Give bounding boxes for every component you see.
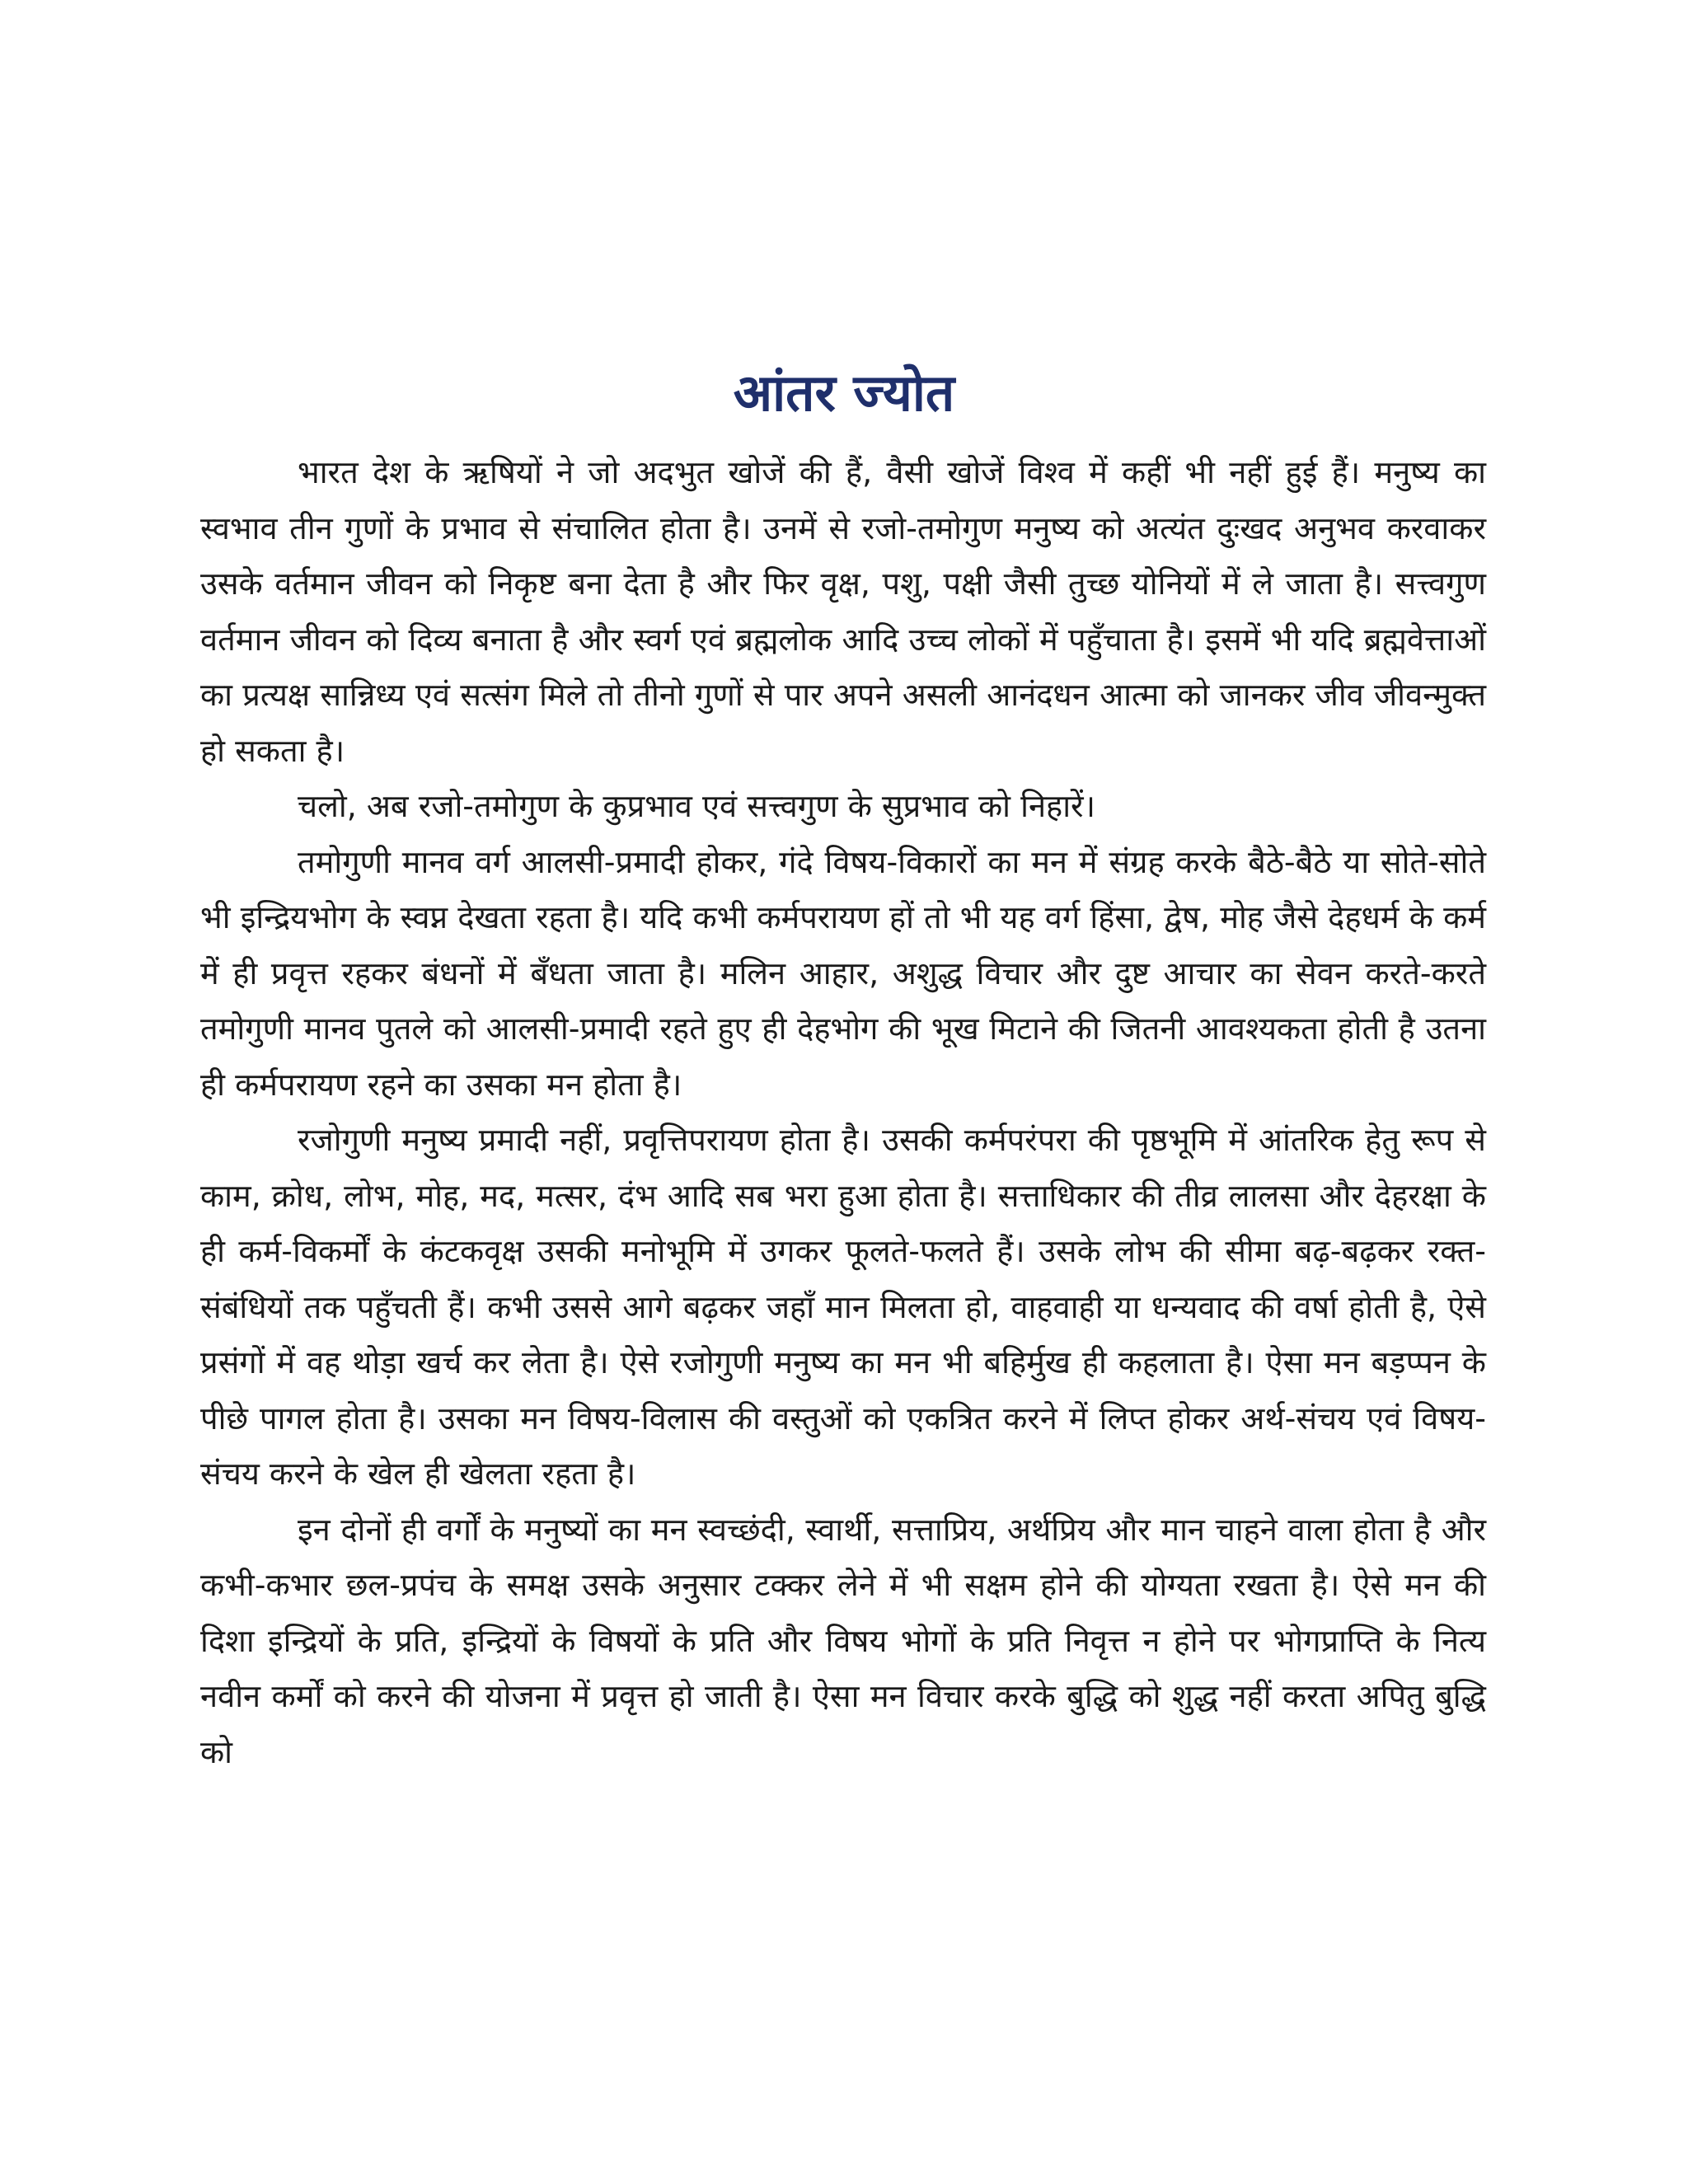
- body-text: [200, 445, 1486, 1780]
- paragraph-2: चलो, अब रजो-तमोगुण के कुप्रभाव एवं सत्त्वगुण के सुप्रभाव को निहारें।: [298, 788, 1095, 824]
- paragraph-4: रजोगुणी मनुष्य प्रमादी नहीं, प्रवृत्तिपरायण होता है। उसकी कर्मपरंपरा की पृष्ठभूमि में आंतरिक हेतु रूप से काम, क्रोध, लोभ, मोह, मद, मत्सर, दंभ आदि सब भरा हुआ होता है। सत्ताधिकार की तीव्र लालसा और देहरक्षा के ही कर्म-विकर्मों के कंटकवृक्ष उसकी मनोभूमि में उगकर फूलते-फलते हैं। उसके लोभ की सीमा बढ़-बढ़कर रक्त-संबंधियों तक पहुँचती हैं। कभी उससे आगे बढ़कर जहाँ मान मिलता हो, वाहवाही या धन्यवाद की वर्षा होती है, ऐसे प्रसंगों में वह थोड़ा खर्च कर लेता है। ऐसे रजोगुणी मनुष्य का मन भी बहिर्मुख ही कहलाता है। ऐसा मन बड़प्पन के पीछे पागल होता है। उसका मन विषय-विलास की वस्तुओं को एकत्रित करने में लिप्त होकर अर्थ-संचय एवं विषय-संचय करने के खेल ही खेलता रहता है।: [200, 1122, 1486, 1492]
- paragraph-1: भारत देश के ऋषियों ने जो अदभुत खोजें की हैं, वैसी खोजें विश्व में कहीं भी नहीं हुई हैं। मनुष्य का स्वभाव तीन गुणों के प्रभाव से संचालित होता है। उनमें से रजो-तमोगुण मनुष्य को अत्यंत दुःखद अनुभव करवाकर उसके वर्तमान जीवन को निकृष्ट बना देता है और फिर वृक्ष, पशु, पक्षी जैसी तुच्छ योनियों में ले जाता है। सत्त्वगुण वर्तमान जीवन को दिव्य बनाता है और स्वर्ग एवं ब्रह्मलोक आदि उच्च लोकों में पहुँचाता है। इसमें भी यदि ब्रह्मवेत्ताओं का प्रत्यक्ष सान्निध्य एवं सत्संग मिले तो तीनो गुणों से पार अपने असली आनंदधन आत्मा को जानकर जीव जीवन्मुक्त हो सकता है।: [200, 454, 1486, 769]
- paragraph-3: तमोगुणी मानव वर्ग आलसी-प्रमादी होकर, गंदे विषय-विकारों का मन में संग्रह करके बैठे-बैठे या सोते-सोते भी इन्द्रियभोग के स्वप्न देखता रहता है। यदि कभी कर्मपरायण हों तो भी यह वर्ग हिंसा, द्वेष, मोह जैसे देहधर्म के कर्म में ही प्रवृत्त रहकर बंधनों में बँधता जाता है। मलिन आहार, अशुद्ध विचार और दुष्ट आचार का सेवन करते-करते तमोगुणी मानव पुतले को आलसी-प्रमादी रहते हुए ही देहभोग की भूख मिटाने की जितनी आवश्यकता होती है उतना ही कर्मपरायण रहने का उसका मन होता है।: [200, 843, 1486, 1103]
- paragraph-5: इन दोनों ही वर्गों के मनुष्यों का मन स्वच्छंदी, स्वार्थी, सत्ताप्रिय, अर्थप्रिय और मान चाहने वाला होता है और कभी-कभार छल-प्रपंच के समक्ष उसके अनुसार टक्कर लेने में भी सक्षम होने की योग्यता रखता है। ऐसे मन की दिशा इन्द्रियों के प्रति, इन्द्रियों के विषयों के प्रति और विषय भोगों के प्रति निवृत्त न होने पर भोगप्राप्ति के नित्य नवीन कर्मों को करने की योजना में प्रवृत्त हो जाती है। ऐसा मन विचार करके बुद्धि को शुद्ध नहीं करता अपितु बुद्धि को: [200, 1511, 1486, 1770]
- page-title: आंतर ज्योत: [733, 363, 955, 423]
